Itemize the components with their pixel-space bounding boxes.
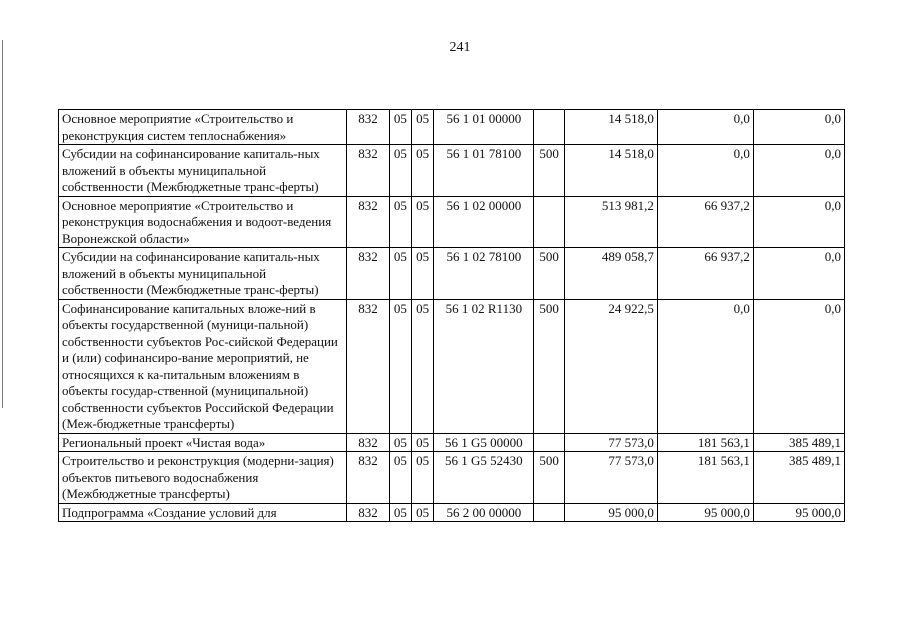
row-name-cell: Строительство и реконструкция (модерни-зация) объектов питьевого водоснабжения (Межбюджетные трансферты) [59, 452, 347, 504]
subsection-code-cell: 05 [412, 145, 434, 197]
amount-year-1-cell: 14 518,0 [564, 110, 657, 145]
subsection-code-cell: 05 [412, 110, 434, 145]
target-article-cell: 56 1 02 78100 [434, 248, 534, 300]
row-name-cell: Региональный проект «Чистая вода» [59, 433, 347, 452]
row-name-cell: Субсидии на софинансирование капиталь-ных вложений в объекты муниципальной собственности (Межбюджетные транс-ферты) [59, 145, 347, 197]
subsection-code-cell: 05 [412, 196, 434, 248]
amount-year-3-cell: 95 000,0 [753, 503, 844, 522]
section-code-cell: 05 [389, 110, 411, 145]
amount-year-1-cell: 489 058,7 [564, 248, 657, 300]
amount-year-2-cell: 181 563,1 [657, 452, 753, 504]
section-code-cell: 05 [389, 299, 411, 433]
subsection-code-cell: 05 [412, 248, 434, 300]
amount-year-3-cell: 385 489,1 [753, 433, 844, 452]
amount-year-1-cell: 24 922,5 [564, 299, 657, 433]
table-row [59, 145, 845, 197]
section-code-cell: 05 [389, 248, 411, 300]
ministry-code-cell: 832 [347, 110, 389, 145]
amount-year-1-cell: 14 518,0 [564, 145, 657, 197]
subsection-code-cell: 05 [412, 299, 434, 433]
subsection-code-cell: 05 [412, 452, 434, 504]
amount-year-3-cell: 0,0 [753, 299, 844, 433]
table-row [59, 299, 845, 433]
target-article-cell: 56 1 02 00000 [434, 196, 534, 248]
ministry-code-cell: 832 [347, 145, 389, 197]
target-article-cell: 56 1 02 R1130 [434, 299, 534, 433]
expense-type-cell [534, 433, 564, 452]
row-name-cell: Основное мероприятие «Строительство и реконструкция систем теплоснабжения» [59, 110, 347, 145]
row-name-cell: Основное мероприятие «Строительство и реконструкция водоснабжения и водоот-ведения Воронежской области» [59, 196, 347, 248]
amount-year-3-cell: 385 489,1 [753, 452, 844, 504]
table-body [59, 110, 845, 522]
section-code-cell: 05 [389, 145, 411, 197]
amount-year-1-cell: 95 000,0 [564, 503, 657, 522]
target-article-cell: 56 1 01 00000 [434, 110, 534, 145]
amount-year-1-cell: 77 573,0 [564, 433, 657, 452]
expense-type-cell: 500 [534, 248, 564, 300]
row-name-cell: Субсидии на софинансирование капиталь-ных вложений в объекты муниципальной собственности (Межбюджетные транс-ферты) [59, 248, 347, 300]
expense-type-cell [534, 503, 564, 522]
section-code-cell: 05 [389, 196, 411, 248]
amount-year-2-cell: 181 563,1 [657, 433, 753, 452]
section-code-cell: 05 [389, 503, 411, 522]
expense-type-cell: 500 [534, 452, 564, 504]
ministry-code-cell: 832 [347, 452, 389, 504]
row-name-cell: Подпрограмма «Создание условий для [59, 503, 347, 522]
target-article-cell: 56 1 01 78100 [434, 145, 534, 197]
section-code-cell: 05 [389, 433, 411, 452]
amount-year-3-cell: 0,0 [753, 110, 844, 145]
table-row [59, 503, 845, 522]
ministry-code-cell: 832 [347, 503, 389, 522]
amount-year-3-cell: 0,0 [753, 145, 844, 197]
section-code-cell: 05 [389, 452, 411, 504]
amount-year-2-cell: 66 937,2 [657, 196, 753, 248]
row-name-cell: Софинансирование капитальных вложе-ний в объекты государственной (муници-пальной) собственности субъектов Рос-сийской Федерации и (или) софинансиро-вание мероприятий, не относящихся к ка-питальным вложениям в объекты государ-ственной (муниципальной) собственности субъектов Российской Федерации (Меж-бюджетные трансферты) [59, 299, 347, 433]
amount-year-2-cell: 95 000,0 [657, 503, 753, 522]
ministry-code-cell: 832 [347, 248, 389, 300]
amount-year-3-cell: 0,0 [753, 248, 844, 300]
amount-year-1-cell: 77 573,0 [564, 452, 657, 504]
expense-type-cell [534, 110, 564, 145]
expense-type-cell: 500 [534, 145, 564, 197]
target-article-cell: 56 1 G5 52430 [434, 452, 534, 504]
amount-year-2-cell: 0,0 [657, 110, 753, 145]
amount-year-3-cell: 0,0 [753, 196, 844, 248]
table-row [59, 452, 845, 504]
ministry-code-cell: 832 [347, 299, 389, 433]
subsection-code-cell: 05 [412, 433, 434, 452]
page-number: 241 [449, 40, 471, 55]
ministry-code-cell: 832 [347, 433, 389, 452]
left-margin-line [2, 40, 3, 408]
amount-year-1-cell: 513 981,2 [564, 196, 657, 248]
table-row [59, 248, 845, 300]
expense-type-cell [534, 196, 564, 248]
budget-table [58, 109, 845, 522]
table-row [59, 433, 845, 452]
target-article-cell: 56 1 G5 00000 [434, 433, 534, 452]
amount-year-2-cell: 0,0 [657, 145, 753, 197]
target-article-cell: 56 2 00 00000 [434, 503, 534, 522]
amount-year-2-cell: 0,0 [657, 299, 753, 433]
expense-type-cell: 500 [534, 299, 564, 433]
amount-year-2-cell: 66 937,2 [657, 248, 753, 300]
subsection-code-cell: 05 [412, 503, 434, 522]
table-row [59, 196, 845, 248]
ministry-code-cell: 832 [347, 196, 389, 248]
table-row [59, 110, 845, 145]
